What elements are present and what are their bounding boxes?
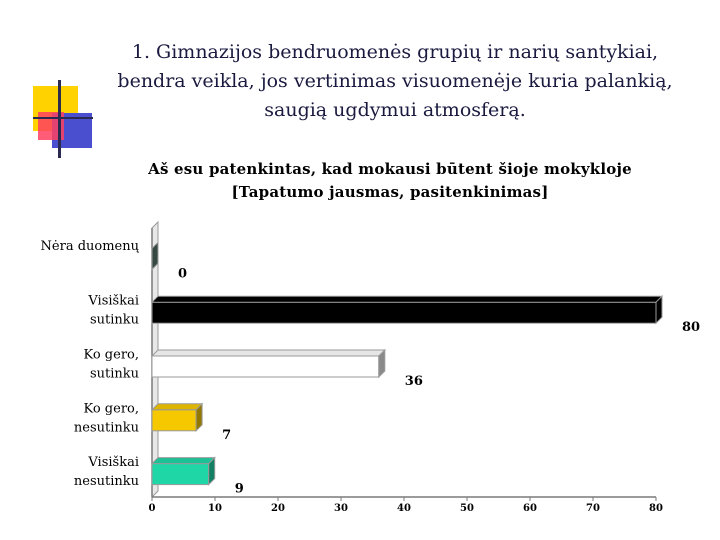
x-tick-label: 30 [334,503,348,514]
x-tick-label: 50 [460,503,474,514]
x-tick-label: 70 [586,503,600,514]
data-label: 7 [222,427,232,443]
category-label: sutinku [89,366,139,382]
category-label: Ko gero, [83,401,139,417]
x-tick-label: 80 [649,503,663,514]
bar-top-face [152,350,385,356]
bar [152,410,196,431]
x-tick-label: 10 [208,503,222,514]
bar [152,356,379,377]
chart-title-line1: Aš esu patenkintas, kad mokausi būtent šioje mokykloje [148,160,632,178]
slide-title: 1. Gimnazijos bendruomenės grupių ir narių santykiai, bendra veikla, jos vertinimas visuomenėje kuria palankią, saugią ugdymui atmosferą. [117,41,673,121]
data-label: 80 [682,320,701,336]
category-label: Ko gero, [83,347,139,363]
x-tick-label: 60 [523,503,537,514]
chart-title-line2: [Tapatumo jausmas, pasitenkinimas] [231,183,549,201]
bar [152,464,209,485]
bar-top-face [152,296,662,302]
category-label: nesutinku [73,420,139,436]
bar [152,302,656,323]
bar-top-face [152,404,202,410]
bar-top-face [152,458,215,464]
category-label: Visiškai [88,455,139,471]
x-tick-label: 20 [271,503,285,514]
category-label: nesutinku [73,474,139,490]
data-label: 36 [404,374,423,389]
data-label: 0 [178,266,188,282]
x-tick-label: 40 [397,503,411,514]
data-label: 9 [234,481,244,497]
category-label: sutinku [89,312,139,328]
category-label: Visiškai [88,293,139,309]
x-tick-label: 0 [148,503,156,514]
category-label: Nėra duomenų [40,238,139,254]
